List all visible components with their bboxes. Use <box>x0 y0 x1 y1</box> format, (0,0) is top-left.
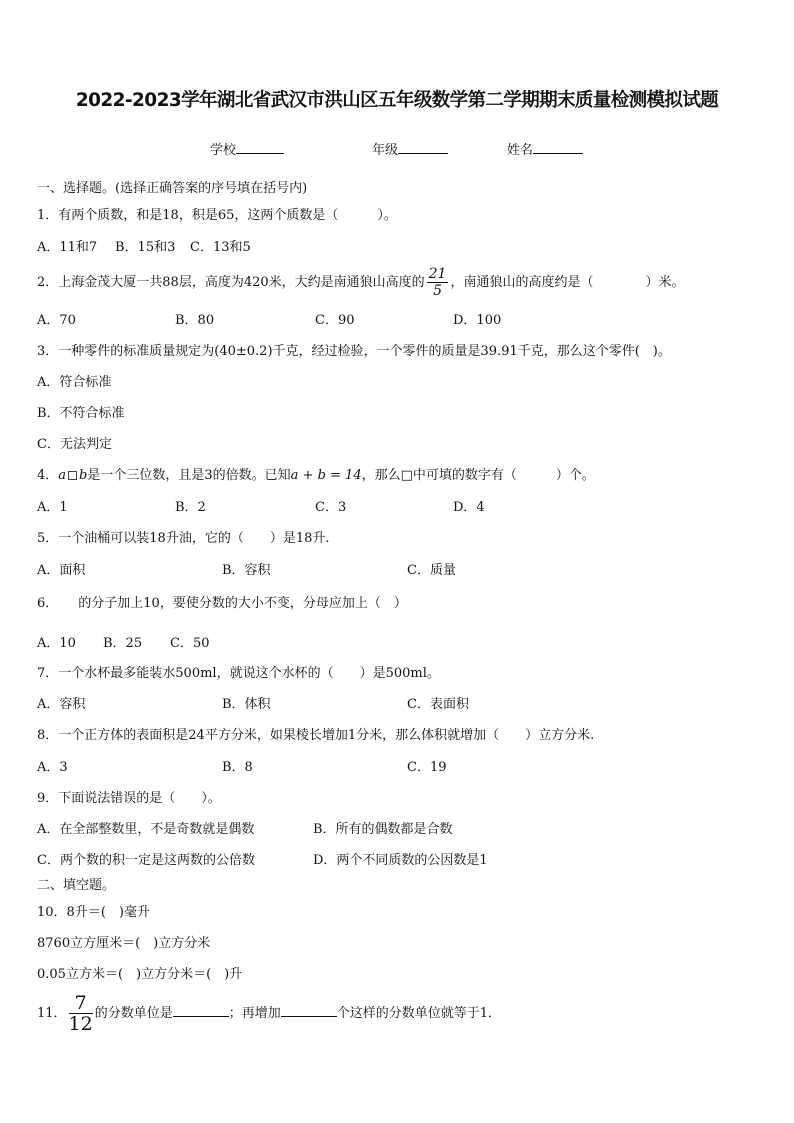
q3-option-c[interactable]: C．无法判定 <box>37 437 112 452</box>
name-field[interactable] <box>507 139 583 158</box>
q6-option-b[interactable]: B．25 <box>103 636 143 651</box>
question-11 <box>37 993 501 1034</box>
q6-text: 的分子加上10，要使分数的大小不变，分母应加上（ ） <box>78 596 407 611</box>
q9-option-a[interactable]: A．在全部整数里，不是奇数就是偶数 <box>37 822 255 837</box>
q7-option-c[interactable]: C．表面积 <box>407 697 469 712</box>
q2-option-b[interactable]: B．80 <box>175 313 215 328</box>
school-field[interactable] <box>210 139 284 158</box>
question-9: 9．下面说法错误的是（ ）。 <box>37 791 221 806</box>
q11-blank-1[interactable] <box>173 1004 229 1017</box>
name-label: 姓名 <box>507 143 534 158</box>
q7-option-b[interactable]: B．体积 <box>222 697 271 712</box>
q11-denominator: 12 <box>68 1013 93 1035</box>
question-7: 7．一个水杯最多能装水500ml，就说这个水杯的（ ）是500ml。 <box>37 666 440 681</box>
section-2-heading: 二、填空题。 <box>37 878 116 893</box>
grade-field[interactable] <box>372 139 448 158</box>
name-blank[interactable] <box>533 141 583 154</box>
q8-option-b[interactable]: B．8 <box>222 760 253 775</box>
question-10-line-2: 8760立方厘米＝( )立方分米 <box>37 936 211 951</box>
q9-option-c[interactable]: C．两个数的积一定是这两数的公倍数 <box>37 853 255 868</box>
q6-option-a[interactable]: A．10 <box>37 636 76 651</box>
q4-text-mid: 是一个三位数，且是3的倍数。已知 <box>87 468 291 483</box>
question-2 <box>37 266 684 300</box>
question-10-line-3: 0.05立方米＝( )立方分米＝( )升 <box>37 967 243 982</box>
school-blank[interactable] <box>236 141 284 154</box>
q4-option-d[interactable]: D．4 <box>453 500 485 515</box>
q4-var-a: a <box>58 468 67 483</box>
q2-text-pre: 2．上海金茂大厦一共88层，高度为420米，大约是南通狼山高度的 <box>37 275 425 290</box>
q2-text-post: ，南通狼山的高度约是（ ）米。 <box>450 275 685 290</box>
q4-option-a[interactable]: A．1 <box>37 500 68 515</box>
question-6 <box>37 596 407 612</box>
q2-option-c[interactable]: C．90 <box>315 313 355 328</box>
q9-option-d[interactable]: D．两个不同质数的公因数是1 <box>313 853 488 868</box>
q5-option-b[interactable]: B．容积 <box>222 563 271 578</box>
q4-equation: a + b = 14 <box>290 468 362 483</box>
q2-option-d[interactable]: D．100 <box>453 313 502 328</box>
page-title: 2022-2023学年湖北省武汉市洪山区五年级数学第二学期期末质量检测模拟试题 <box>75 90 719 111</box>
q4-option-b[interactable]: B．2 <box>175 500 206 515</box>
q1-option-a[interactable]: A．11和7 <box>37 240 98 255</box>
section-1-heading: 一、选择题。(选择正确答案的序号填在括号内) <box>37 181 308 196</box>
q5-option-a[interactable]: A．面积 <box>37 563 86 578</box>
q4-option-c[interactable]: C．3 <box>315 500 347 515</box>
q2-numerator: 21 <box>428 266 447 282</box>
q2-option-a[interactable]: A．70 <box>37 313 76 328</box>
q11-numerator: 7 <box>74 992 87 1014</box>
school-label: 学校 <box>210 143 237 158</box>
question-5: 5．一个油桶可以装18升油，它的（ ）是18升. <box>37 531 330 546</box>
grade-label: 年级 <box>372 143 399 158</box>
question-4 <box>37 468 595 484</box>
q11-text-post: 个这样的分数单位就等于1． <box>336 1006 502 1021</box>
q5-option-c[interactable]: C．质量 <box>407 563 456 578</box>
grade-blank[interactable] <box>398 141 448 154</box>
q1-option-c[interactable]: C．13和5 <box>190 240 251 255</box>
q11-blank-2[interactable] <box>281 1004 337 1017</box>
q4-box-glyph <box>68 471 77 480</box>
q7-option-a[interactable]: A．容积 <box>37 697 86 712</box>
q4-text-post: ，那么□中可填的数字有（ ）个。 <box>361 468 595 483</box>
q1-option-b[interactable]: B．15和3 <box>115 240 176 255</box>
question-10-line-1: 10．8升＝( )毫升 <box>37 905 150 920</box>
q11-text-mid2: ；再增加 <box>228 1006 281 1021</box>
q11-text-mid: 的分数单位是 <box>94 1006 173 1021</box>
q6-number: 6． <box>37 596 59 611</box>
q8-option-c[interactable]: C．19 <box>407 760 447 775</box>
q2-denominator: 5 <box>433 283 443 299</box>
q4-var-b: b <box>79 468 88 483</box>
q9-option-b[interactable]: B．所有的偶数都是合数 <box>313 822 453 837</box>
question-1: 1．有两个质数，和是18，积是65，这两个质数是（ ）。 <box>37 208 397 223</box>
q4-number: 4． <box>37 468 59 483</box>
q3-option-b[interactable]: B．不符合标准 <box>37 406 125 421</box>
q3-option-a[interactable]: A．符合标准 <box>37 375 112 390</box>
q11-fraction <box>69 993 93 1034</box>
question-3: 3．一种零件的标准质量规定为(40±0.2)千克，经过检验，一个零件的质量是39.91千克，那么这个零件( )。 <box>37 344 671 359</box>
q11-number: 11． <box>37 1006 67 1021</box>
q8-option-a[interactable]: A．3 <box>37 760 68 775</box>
question-8: 8．一个正方体的表面积是24平方分米，如果棱长增加1分米，那么体积就增加（ ）立方分米. <box>37 728 595 743</box>
q2-fraction <box>427 266 449 299</box>
q6-option-c[interactable]: C．50 <box>170 636 210 651</box>
